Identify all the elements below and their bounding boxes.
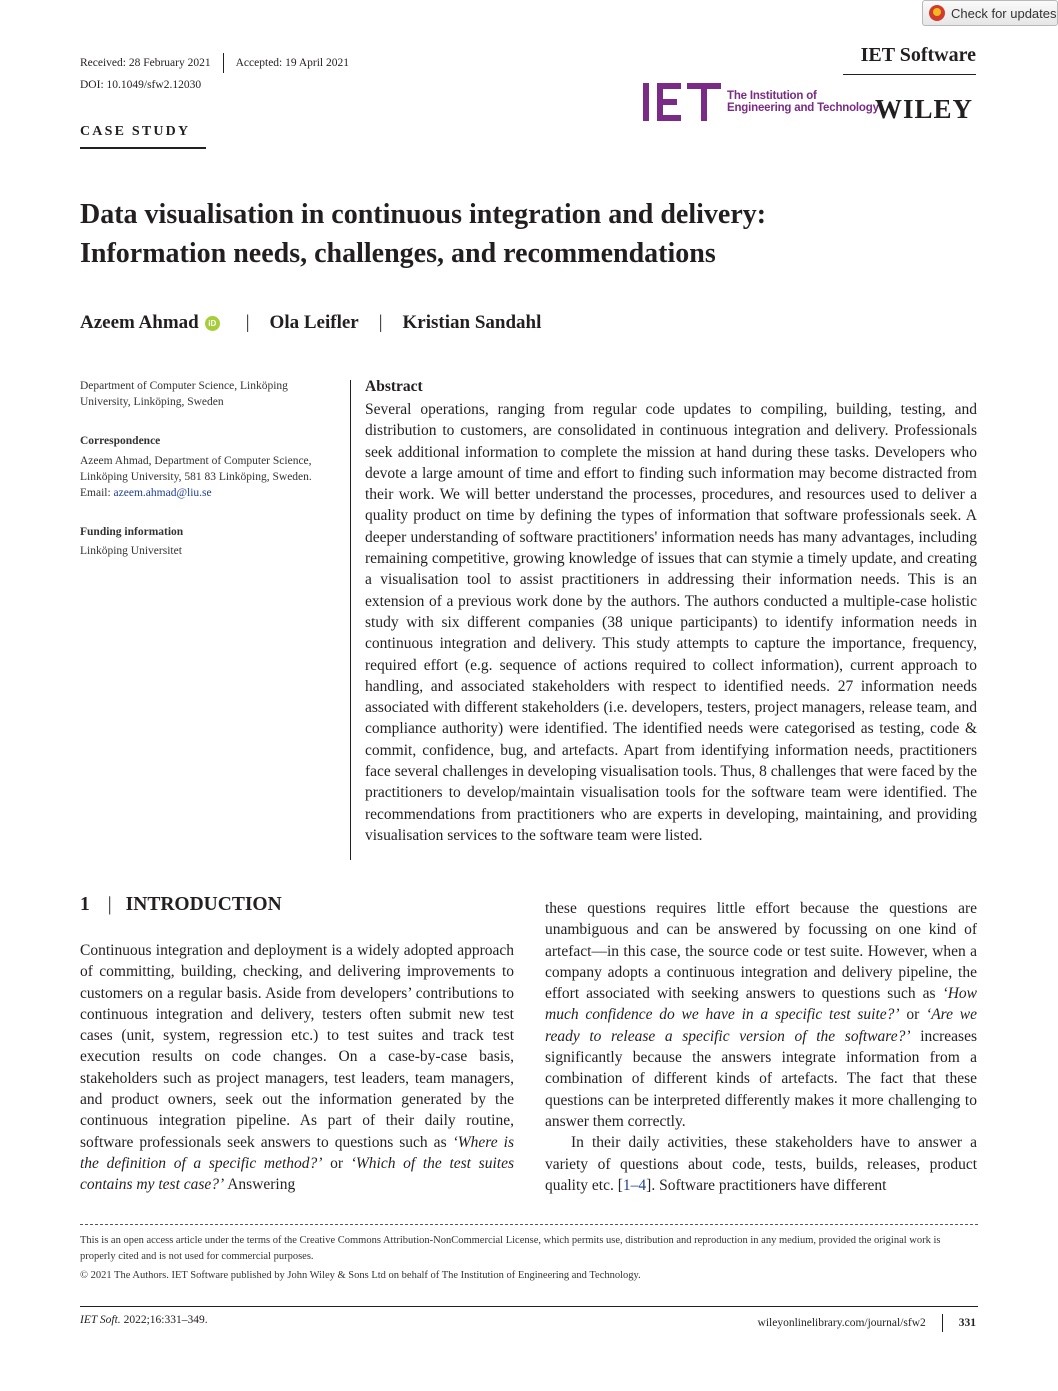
section-separator: |: [107, 894, 112, 915]
body-text: increases significantly because the answers integrate information from a combination of different kinds of artefacts. The fact that these questions can be interpreted differently makes it more challenging to answer them correctly.: [545, 1027, 977, 1130]
orcid-icon[interactable]: iD: [205, 316, 220, 331]
funding-text: Linköping Universitet: [80, 545, 182, 557]
body-text: these questions requires little effort because the questions are unambiguous and can be answered by focussing on one kind of artefact—in this case, the source code or test suite. However, when a company adopts a continuous integration and delivery pipeline, the effort associated with seeking answers to questions such as: [545, 900, 977, 1003]
iet-logo: [643, 83, 879, 121]
body-text: or: [899, 1006, 927, 1024]
correspondence-heading: Correspondence: [80, 435, 161, 447]
correspondence-address: Azeem Ahmad, Department of Computer Science, Linköping University, 581 83 Linköping, Sweden.: [80, 455, 312, 483]
abstract-text: Several operations, ranging from regular code updates to compiling, building, testing, and distribution to customers, are consolidated in continuous integration and delivery. Professionals seek additional information to complete the mission at hand during these tasks. Developers who devote a large amount of time and effort to finding such information may become distracted from their work. We will better understand the processes, procedures, and resources used to deliver a quality product on time by defining the types of information that software professionals seek. A deeper understanding of software practitioners' information needs has many advantages, including remaining competitive, growing knowledge of issues that can stymie a timely update, and creating a visualisation tool to assist practitioners in addressing their information needs. This is an extension of a previous work done by the authors. The authors conducted a multiple-case holistic study with six different companies (38 unique participants) to identify information needs in continuous integration and delivery. This study attempts to capture the importance, frequency, required effort (e.g. sequence of actions required to collect information), current approach to handling, and associated stakeholders with respect to identified needs. 27 information needs associated with different stakeholders (i.e. developers, testers, project managers, release team, and compliance authority) were identified. The identified needs were categorised as testing, code & commit, confidence, bug, and artefacts. Apart from identifying information needs, practitioners face several challenges in developing visualisation tools. Thus, 8 challenges that were faced by the practitioners to develop/maintain visualisation tools for the software team were identified. The recommendations from practitioners who are experts in developing, maintaining, and providing visualisation services to the software team were listed.: [365, 401, 977, 844]
wiley-logo: WILEY: [875, 94, 974, 124]
footnote-divider: [80, 1224, 978, 1225]
crossmark-icon: [929, 5, 945, 21]
funding-heading: Funding information: [80, 526, 184, 538]
article-type-underline: [80, 147, 206, 149]
footer-divider: [942, 1314, 943, 1332]
abstract-rule: [350, 380, 351, 860]
title-line-1: Data visualisation in continuous integration and delivery:: [80, 199, 767, 230]
license-note: This is an open access article under the terms of the Creative Commons Attribution-NonCommercial License, which permits use, distribution and reproduction in any medium, provided the original work is properly cited and is not used for commercial purposes.: [80, 1235, 941, 1262]
article-title: [80, 195, 980, 273]
date-divider: [223, 53, 224, 73]
body-text: or: [322, 1154, 351, 1172]
author-separator: |: [245, 312, 250, 333]
section-title: INTRODUCTION: [125, 894, 282, 915]
correspondence-text: [80, 453, 330, 501]
citation: [80, 1314, 208, 1326]
paragraph: [545, 898, 977, 1132]
check-for-updates-button[interactable]: [922, 0, 1058, 26]
page-number: 331: [958, 1317, 976, 1329]
quoted-question: ‘Where is the definition of a specific method?’: [80, 1133, 514, 1172]
iet-name-line1: The Institution of: [727, 90, 817, 102]
journal-url[interactable]: wileyonlinelibrary.com/journal/sfw2: [757, 1317, 926, 1329]
iet-mark-icon: [643, 83, 721, 121]
body-text: Continuous integration and deployment is a widely adopted approach of committing, building, checking, and delivering improvements to customers on a regular basis. Aside from developers’ contributions to continuous integration and delivery, testers often submit new test cases (unit, system, regression etc.) to test suites and track test execution results on code changes. On a case-by-case basis, stakeholders such as project managers, test leaders, team managers, and product owners, seek out the information generated by the continuous integration pipeline. As part of their daily routine, software professionals seek answers to questions such as: [80, 942, 514, 1151]
body-text: In their daily activities, these stakeholders have to answer a variety of questions about code, tests, builds, releases, product quality etc. [: [545, 1134, 977, 1194]
author-1[interactable]: Azeem Ahmad: [80, 312, 199, 333]
author-list: [80, 312, 541, 334]
iet-name: [727, 90, 879, 114]
quoted-question: ‘Are we ready to release a specific version of the software?’: [545, 1006, 977, 1045]
email-label: Email:: [80, 487, 114, 499]
copyright-note: © 2021 The Authors. IET Software published by John Wiley & Sons Ltd on behalf of The Institution of Engineering and Technology.: [80, 1270, 641, 1281]
received-date: Received: 28 February 2021: [80, 57, 211, 69]
intro-column-1: [80, 940, 514, 1196]
article-dates: [80, 53, 349, 73]
author-3[interactable]: Kristian Sandahl: [402, 312, 542, 333]
author-2[interactable]: Ola Leifler: [269, 312, 359, 333]
email-link[interactable]: azeem.ahmad@liu.se: [113, 487, 212, 499]
paragraph: [545, 1132, 977, 1196]
journal-name: IET Software: [860, 44, 976, 66]
quoted-question: ‘How much confidence do we have in a specific test suite?’: [545, 985, 977, 1024]
doi: DOI: 10.1049/sfw2.12030: [80, 79, 202, 91]
footer-rule: [80, 1306, 978, 1307]
citation-volume: 2022;16:331–349.: [120, 1314, 208, 1326]
citation-journal: IET Soft.: [80, 1314, 121, 1326]
affiliation: Department of Computer Science, Linköping University, Linköping, Sweden: [80, 380, 288, 408]
check-for-updates-label: Check for updates: [951, 5, 1057, 21]
accepted-date: Accepted: 19 April 2021: [235, 57, 350, 69]
section-heading-introduction: [80, 894, 282, 916]
citation-link[interactable]: 1–4: [622, 1176, 647, 1194]
body-text: Answering: [224, 1176, 296, 1194]
author-separator: |: [378, 312, 383, 333]
abstract-heading: Abstract: [365, 378, 423, 395]
article-type: CASE STUDY: [80, 124, 191, 139]
section-number: 1: [80, 894, 90, 915]
iet-name-line2: Engineering and Technology: [727, 102, 879, 114]
footer-right: [758, 1314, 976, 1332]
title-line-2: Information needs, challenges, and recommendations: [80, 238, 716, 269]
body-text: ]. Software practitioners have different: [646, 1176, 887, 1194]
quoted-question: ‘Which of the test suites contains my test case?’: [80, 1154, 514, 1194]
intro-column-2: [545, 898, 977, 1196]
journal-divider: [843, 74, 976, 75]
